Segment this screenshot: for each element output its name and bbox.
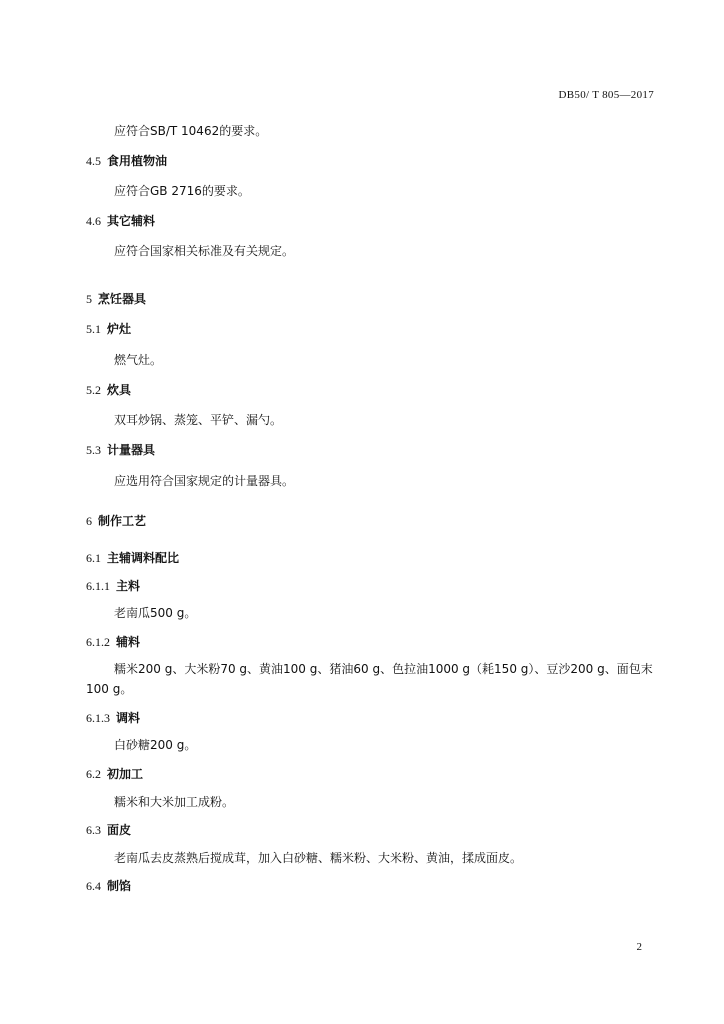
- section-title: 主辅调料配比: [107, 551, 180, 565]
- section-title: 初加工: [107, 767, 144, 781]
- section-heading-4-5: [86, 152, 167, 169]
- paragraph: 应符合国家相关标准及有关规定。: [114, 244, 295, 258]
- section-title: 辅料: [116, 635, 141, 649]
- paragraph: 应选用符合国家规定的计量器具。: [114, 474, 295, 488]
- standard-code: DB50/ T 805—2017: [558, 89, 654, 101]
- paragraph: 燃气灶。: [114, 353, 163, 367]
- section-number: 6.4: [86, 879, 101, 893]
- section-title: 计量器具: [107, 443, 156, 457]
- section-title: 其它辅料: [107, 214, 156, 228]
- paragraph-continuation: 100 g。: [86, 682, 133, 696]
- section-title: 炊具: [107, 383, 132, 397]
- section-heading-6: [86, 512, 146, 529]
- section-number: 4.6: [86, 214, 101, 228]
- section-number: 5: [86, 292, 92, 306]
- section-title: 制作工艺: [98, 514, 147, 528]
- section-number: 6: [86, 514, 92, 528]
- section-title: 主料: [116, 579, 141, 593]
- section-number: 6.2: [86, 767, 101, 781]
- paragraph: 糯米和大米加工成粉。: [114, 795, 235, 809]
- paragraph: 糯米200 g、大米粉70 g、黄油100 g、猪油60 g、色拉油1000 g（耗150 g）、豆沙200 g、面包末: [114, 662, 653, 676]
- section-number: 6.1.2: [86, 635, 110, 649]
- paragraph: 老南瓜500 g。: [114, 606, 197, 620]
- section-heading-6-3: [86, 821, 131, 838]
- section-number: 6.1.3: [86, 711, 110, 725]
- section-heading-5-1: [86, 320, 131, 337]
- section-number: 6.1.1: [86, 579, 110, 593]
- section-heading-5: [86, 290, 146, 307]
- section-heading-6-2: [86, 765, 143, 782]
- section-title: 制馅: [107, 879, 132, 893]
- paragraph: 应符合GB 2716的要求。: [114, 184, 250, 198]
- section-title: 烹饪器具: [98, 292, 147, 306]
- section-heading-5-2: [86, 381, 131, 398]
- section-number: 5.2: [86, 383, 101, 397]
- paragraph: 白砂糖200 g。: [114, 738, 197, 752]
- section-title: 食用植物油: [107, 154, 168, 168]
- section-heading-5-3: [86, 441, 155, 458]
- paragraph: 双耳炒锅、蒸笼、平铲、漏勺。: [114, 413, 283, 427]
- section-heading-6-1: [86, 549, 179, 566]
- section-heading-6-1-2: [86, 633, 140, 650]
- section-heading-6-1-1: [86, 577, 140, 594]
- section-number: 5.3: [86, 443, 101, 457]
- section-number: 4.5: [86, 154, 101, 168]
- section-heading-6-4: [86, 877, 131, 894]
- section-number: 6.1: [86, 551, 101, 565]
- page-number: 2: [636, 941, 642, 953]
- section-title: 调料: [116, 711, 141, 725]
- section-number: 6.3: [86, 823, 101, 837]
- section-title: 面皮: [107, 823, 132, 837]
- paragraph: 老南瓜去皮蒸熟后搅成茸，加入白砂糖、糯米粉、大米粉、黄油，揉成面皮。: [114, 851, 523, 865]
- section-heading-6-1-3: [86, 709, 140, 726]
- paragraph: 应符合SB/T 10462的要求。: [114, 124, 268, 138]
- section-number: 5.1: [86, 322, 101, 336]
- section-heading-4-6: [86, 212, 155, 229]
- section-title: 炉灶: [107, 322, 132, 336]
